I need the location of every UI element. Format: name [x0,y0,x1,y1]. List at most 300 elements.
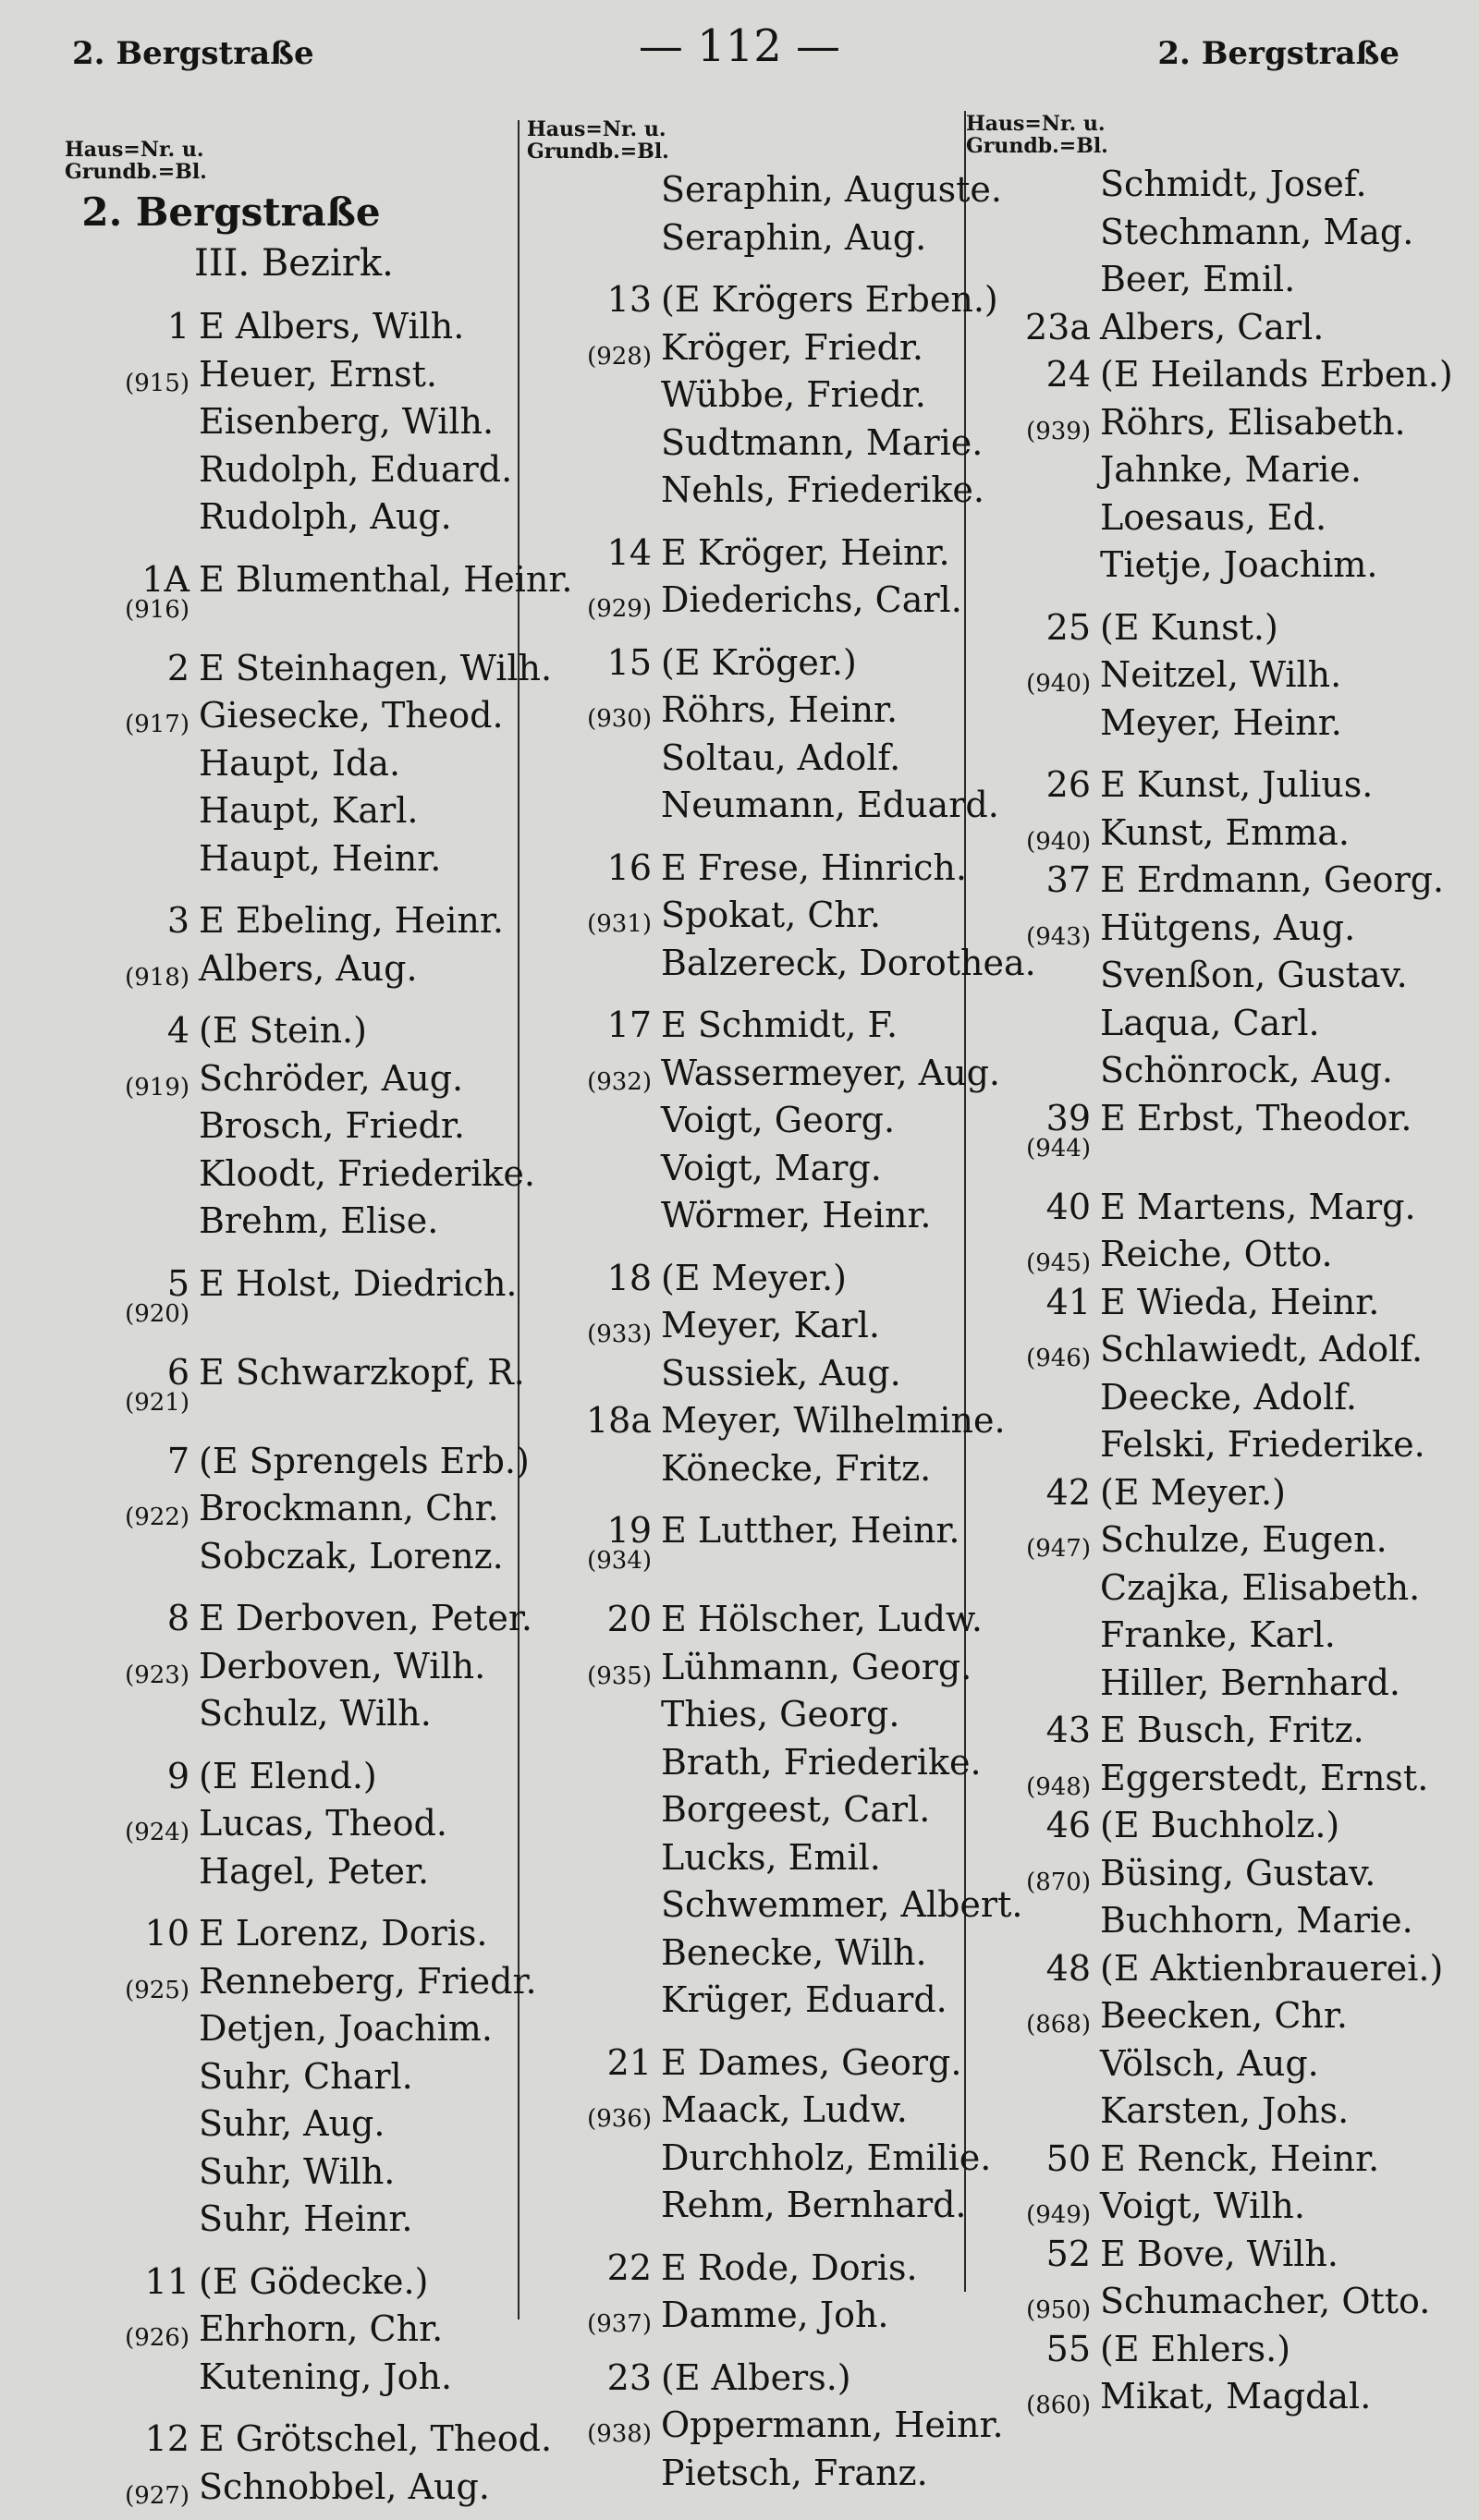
resident-name: (E Gödecke.) [199,2260,429,2302]
resident-name: Krüger, Eduard. [661,1979,947,2020]
land-register-number: (940) [1026,827,1091,856]
house-number: 1 [166,306,189,347]
house-number: 18 [606,1257,652,1298]
land-register-number: (917) [125,711,189,738]
directory-entry [65,2258,536,2307]
resident-name: Schwemmer, Albert. [661,1884,1023,1925]
directory-entry [527,166,1002,214]
directory-entry [65,897,536,945]
column-header-line2: Grundb.=Bl. [966,134,1108,158]
house-number: 24 [1045,354,1091,395]
directory-entry [65,1753,536,1801]
resident-name: Jahnke, Marie. [1100,449,1362,490]
directory-entry [527,1786,998,1834]
land-register-number: (946) [1026,1345,1091,1372]
resident-name: Rehm, Bernhard. [661,2185,967,2225]
house-number: 5 [166,1262,189,1304]
directory-entry [966,209,1437,257]
resident-name: Benecke, Wilh. [661,1931,927,1973]
house-number: 23a [1024,306,1091,347]
resident-name: Balzereck, Dorothea. [661,942,1036,983]
directory-entry [527,2402,1004,2450]
resident-name: Svenßon, Gustav. [1100,955,1408,995]
house-number: 52 [1045,2233,1091,2274]
directory-entry [966,604,1437,652]
resident-name: Lühmann, Georg. [661,1646,972,1687]
resident-name: Völsch, Aug. [1100,2042,1319,2084]
resident-name: Brehm, Elise. [199,1200,439,1241]
directory-entry [527,845,998,893]
resident-name: Kloodt, Friederike. [199,1152,535,1194]
directory-entry [65,1485,536,1533]
resident-name: (E Albers.) [661,2356,851,2398]
directory-entry [65,303,536,351]
resident-name: (E Heilands Erben.) [1100,354,1453,395]
directory-entry [65,1198,536,1246]
resident-name: Könecke, Fritz. [661,1447,932,1489]
resident-name: E Renck, Heinr. [1100,2137,1380,2179]
directory-entry [527,1192,998,1240]
resident-name: Seraphin, Aug. [661,216,927,258]
land-register-number: (930) [587,705,652,733]
land-register-number: (938) [587,2420,652,2448]
directory-entry [65,493,536,542]
column-header-line2: Grundb.=Bl. [527,140,669,164]
directory-entry [65,556,573,630]
resident-name: E Erbst, Theodor. [1100,1097,1412,1138]
directory-entry [65,692,536,740]
house-number: 20 [606,1599,652,1639]
house-number: 41 [1045,1281,1091,1322]
directory-entry [966,2278,1437,2326]
directory-entry [966,2231,1437,2279]
directory-entry [527,782,998,830]
directory-entry [966,1850,1437,1898]
resident-name: Ehrhorn, Chr. [199,2308,444,2349]
resident-name: (E Ehlers.) [1100,2328,1291,2369]
directory-entry [527,892,998,940]
directory-entry [966,1612,1437,1660]
directory-entry [966,905,1437,953]
land-register-number: (935) [587,1662,652,1690]
directory-entry [527,467,998,515]
land-register-number: (948) [1026,1772,1091,1801]
resident-name: Meyer, Heinr. [1100,701,1342,743]
directory-entry [527,1350,998,1398]
resident-name: Brockmann, Chr. [199,1488,499,1528]
directory-entry [527,1881,1023,1930]
house-number: 2 [166,647,189,688]
resident-name: Suhr, Wilh. [199,2150,396,2192]
house-number: 17 [606,1004,652,1045]
directory-entry [65,1102,536,1150]
directory-entry [966,1469,1437,1517]
column-header [527,118,998,163]
directory-entry [65,945,536,993]
directory-entry [966,1516,1437,1564]
house-number: 12 [144,2418,189,2459]
directory-entry [65,1800,536,1848]
house-number: 25 [1045,606,1091,648]
resident-name: Röhrs, Heinr. [661,689,898,730]
resident-name: Albers, Aug. [199,947,418,989]
house-number: 26 [1045,764,1091,805]
resident-name: E Wieda, Heinr. [1100,1281,1380,1322]
resident-name: E Albers, Wilh. [199,306,465,347]
directory-entry [65,740,536,788]
resident-name: E Schwarzkopf, R. [199,1351,525,1393]
directory-entry [527,1644,998,1692]
house-number: 40 [1045,1186,1091,1227]
land-register-number: (860) [1026,2392,1091,2419]
directory-entry [966,857,1445,905]
land-register-number: (927) [125,2481,189,2510]
directory-entry [65,1533,536,1581]
resident-name: Oppermann, Heinr. [661,2404,1004,2445]
resident-name: E Erdmann, Georg. [1100,859,1445,900]
resident-name: E Lutther, Heinr. [661,1510,960,1551]
house-number: 11 [144,2260,189,2302]
resident-name: Kunst, Emma. [1100,811,1350,853]
resident-name: E Holst, Diedrich. [199,1262,518,1304]
directory-entry [65,2100,536,2149]
land-register-number: (939) [1026,417,1091,445]
land-register-number: (928) [587,342,652,371]
directory-entry [966,1755,1437,1803]
directory-entry [966,1945,1444,1993]
directory-entry [65,1910,536,1958]
land-register-number: (933) [587,1321,652,1348]
directory-entry [527,735,998,783]
land-register-number: (949) [1026,2201,1091,2229]
resident-name: Karsten, Johs. [1100,2090,1350,2131]
directory-entry [65,645,553,693]
resident-name: Haupt, Ida. [199,742,401,784]
resident-name: (E Elend.) [199,1755,377,1796]
resident-name: Damme, Joh. [661,2295,889,2335]
resident-name: Laqua, Carl. [1100,1002,1320,1043]
land-register-number: (916) [125,595,189,624]
land-register-number: (915) [125,369,189,397]
resident-name: Czajka, Elisabeth. [1100,1566,1421,1608]
resident-name: Meyer, Karl. [661,1305,880,1345]
resident-name: Büsing, Gustav. [1100,1852,1376,1893]
directory-entry [65,787,536,835]
directory-entry [527,371,998,420]
directory-entry [966,1047,1437,1095]
resident-name: Schulz, Wilh. [199,1693,432,1734]
house-number: 55 [1045,2328,1091,2369]
resident-name: Voigt, Marg. [661,1147,882,1188]
resident-name: E Lorenz, Doris. [199,1913,488,1954]
directory-entry [527,1930,998,1978]
house-number: 7 [166,1440,189,1481]
directory-entry [966,2136,1437,2184]
house-number: 22 [606,2246,652,2288]
street-title: 2. Bergstraße [81,189,381,235]
resident-name: Lucas, Theod. [199,1803,447,1844]
resident-name: Stechmann, Mag. [1100,211,1414,252]
directory-entry [65,1260,536,1334]
directory-entry [65,2416,553,2464]
land-register-number: (926) [125,2324,189,2352]
resident-name: Wassermeyer, Aug. [661,1052,1001,1093]
resident-name: Giesecke, Theod. [199,695,504,736]
directory-entry [966,304,1437,352]
resident-name: Schulze, Eugen. [1100,1519,1387,1560]
directory-entry [527,2087,998,2135]
directory-entry [527,214,998,262]
resident-name: Loesaus, Ed. [1100,496,1327,538]
resident-name: Rudolph, Eduard. [199,448,513,490]
resident-name: Reiche, Otto. [1100,1234,1333,1274]
directory-entry [65,1595,536,1643]
resident-name: Detjen, Joachim. [199,2008,493,2049]
resident-name: E Schmidt, F. [661,1004,898,1045]
directory-entry [527,1397,1006,1445]
directory-entry [527,2039,998,2088]
district-heading: III. Bezirk. [194,242,394,285]
resident-name: Felski, Friederike. [1100,1424,1425,1465]
directory-entry [966,1279,1437,1327]
land-register-number: (937) [587,2310,652,2338]
directory-entry [966,1992,1437,2040]
entry-list [65,303,573,2511]
land-register-number: (929) [587,595,652,623]
house-number: 23 [606,2356,652,2398]
resident-name: Tietje, Joachim. [1100,544,1378,585]
resident-name: E Kunst, Julius. [1100,764,1374,805]
directory-entry [527,1097,998,1145]
resident-name: Nehls, Friederike. [661,469,984,510]
directory-entry [65,2149,536,2197]
directory-entry [65,2196,536,2244]
resident-name: Haupt, Heinr. [199,837,442,879]
land-register-number: (943) [1026,922,1091,951]
resident-name: Meyer, Wilhelmine. [661,1400,1006,1441]
running-head-left: 2. Bergstraße [72,35,314,72]
directory-entry [966,446,1437,494]
resident-name: Wörmer, Heinr. [661,1195,932,1236]
resident-name: Voigt, Georg. [661,1100,896,1140]
resident-name: Seraphin, Auguste. [661,169,1002,210]
column-header-line1: Haus=Nr. u. [966,112,1106,136]
entry-list [966,161,1453,2421]
land-register-number: (932) [587,1067,652,1096]
directory-entry [966,399,1437,447]
resident-name: Pietsch, Franz. [661,2452,928,2493]
resident-name: Rudolph, Aug. [199,496,452,537]
resident-name: Hagel, Peter. [199,1850,430,1892]
resident-name: Lucks, Emil. [661,1836,881,1878]
land-register-number: (925) [125,1976,189,2004]
land-register-number: (944) [1026,1134,1091,1163]
directory-entry [527,1145,998,1193]
resident-name: Eisenberg, Wilh. [199,401,495,442]
resident-name: E Kröger, Heinr. [661,531,950,573]
column-3 [966,112,1453,2419]
directory-entry [966,1707,1437,1755]
resident-name: Derboven, Wilh. [199,1645,486,1686]
directory-entry [527,1596,998,1644]
resident-name: E Frese, Hinrich. [661,846,967,888]
resident-name: Borgeest, Carl. [661,1789,931,1830]
resident-name: Hütgens, Aug. [1100,907,1356,948]
resident-name: Schlawiedt, Adolf. [1100,1329,1424,1370]
directory-entry [966,1326,1437,1374]
directory-entry [65,1150,536,1199]
house-number: 21 [606,2041,652,2083]
resident-name: (E Meyer.) [1100,1471,1286,1513]
resident-name: Soltau, Adolf. [661,737,901,778]
land-register-number: (931) [587,910,652,938]
directory-entry [966,1231,1437,1279]
directory-entry [527,1302,998,1350]
resident-name: E Martens, Marg. [1100,1186,1416,1227]
resident-name: Neumann, Eduard. [661,785,999,825]
house-number: 3 [166,900,189,941]
column-header-line1: Haus=Nr. u. [65,138,204,162]
directory-entry [966,1421,1437,1469]
resident-name: Sobczak, Lorenz. [199,1535,504,1577]
house-number: 18a [585,1400,652,1441]
resident-name: Kröger, Friedr. [661,326,923,368]
directory-entry [966,1802,1437,1850]
directory-entry [527,2292,998,2340]
land-register-number: (870) [1026,1868,1091,1896]
land-register-number: (921) [125,1388,189,1417]
resident-name: Spokat, Chr. [661,895,881,935]
directory-entry [65,2053,536,2101]
resident-name: Suhr, Aug. [199,2103,385,2144]
directory-entry [527,276,998,324]
directory-entry [527,940,1036,988]
column-header-line1: Haus=Nr. u. [527,117,666,141]
directory-entry [966,2040,1437,2088]
house-number: 1A [141,558,189,600]
resident-name: Beecken, Chr. [1100,1995,1348,2036]
directory-entry [966,161,1437,209]
directory-entry [966,2326,1437,2374]
directory-entry [966,1374,1437,1422]
house-number: 9 [166,1755,189,1796]
directory-entry [966,2183,1437,2231]
directory-entry [527,420,998,468]
directory-entry [65,2306,536,2354]
directory-entry [65,2005,536,2053]
directory-entry [527,639,998,688]
land-register-number: (923) [125,1661,189,1689]
directory-entry [65,2354,536,2402]
land-register-number: (922) [125,1503,189,1531]
resident-name: E Dames, Georg. [661,2041,962,2083]
resident-name: Buchhorn, Marie. [1100,1900,1413,1941]
column-header-line2: Grundb.=Bl. [65,160,207,184]
resident-name: Deecke, Adolf. [1100,1376,1357,1418]
land-register-number: (868) [1026,2011,1091,2039]
resident-name: Maack, Ludw. [661,2089,908,2130]
column-header [65,139,536,183]
house-number: 4 [166,1010,189,1051]
directory-entry [65,835,536,883]
house-number: 48 [1045,1947,1091,1989]
directory-entry [65,2464,536,2512]
directory-entry [65,446,536,494]
resident-name: Beer, Emil. [1100,259,1296,299]
resident-name: Neitzel, Wilh. [1100,654,1342,695]
resident-name: (E Stein.) [199,1010,367,1051]
directory-entry [65,1848,536,1896]
directory-entry [527,1691,998,1739]
resident-name: E Busch, Fritz. [1100,1710,1364,1750]
column-1 [65,138,573,2510]
resident-name: (E Sprengels Erb.) [199,1440,530,1481]
resident-name: Wübbe, Friedr. [661,374,926,415]
house-number: 42 [1045,1471,1091,1513]
directory-entry [527,1445,998,1493]
resident-name: Durchholz, Emilie. [661,2137,992,2178]
resident-name: Haupt, Karl. [199,790,419,831]
house-number: 15 [606,641,652,683]
house-number: 19 [606,1510,652,1551]
resident-name: Renneberg, Friedr. [199,1960,537,2002]
resident-name: E Derboven, Peter. [199,1598,532,1638]
running-head-right: 2. Bergstraße [1157,35,1400,72]
directory-entry [966,1564,1437,1613]
directory-entry [527,1002,998,1050]
directory-entry [527,2355,998,2403]
house-number: 6 [166,1351,189,1393]
directory-entry [65,351,536,399]
directory-entry [527,2135,998,2183]
resident-name: Brosch, Friedr. [199,1105,465,1146]
resident-name: Albers, Carl. [1100,306,1325,347]
directory-entry [966,542,1437,590]
directory-entry [966,810,1437,858]
directory-entry [966,651,1437,700]
directory-entry [527,1739,998,1787]
resident-name: E Blumenthal, Heinr. [199,558,573,600]
resident-name: Suhr, Charl. [199,2055,413,2097]
directory-entry [65,1007,536,1055]
house-number: 14 [606,531,652,573]
house-number: 8 [166,1598,189,1638]
resident-name: (E Krögers Erben.) [661,279,998,320]
directory-entry [527,1834,998,1882]
resident-name: Kutening, Joh. [199,2356,453,2397]
directory-entry [966,2373,1437,2421]
house-number: 37 [1045,859,1091,900]
resident-name: E Grötschel, Theod. [199,2418,553,2459]
directory-entry [527,530,998,578]
resident-name: (E Buchholz.) [1100,1805,1340,1845]
directory-entry [966,1897,1437,1945]
resident-name: (E Kröger.) [661,641,857,683]
directory-entry [527,577,998,625]
resident-name: E Hölscher, Ludw. [661,1599,984,1639]
directory-entry [65,1690,536,1738]
directory-entry [966,700,1437,748]
resident-name: Thies, Georg. [661,1694,900,1735]
directory-entry [527,1507,998,1581]
resident-name: Suhr, Heinr. [199,2198,413,2239]
land-register-number: (947) [1026,1535,1091,1563]
land-register-number: (945) [1026,1249,1091,1277]
resident-name: Sussiek, Aug. [661,1352,901,1394]
directory-entry [966,256,1437,304]
directory-entry [65,1349,536,1423]
resident-name: Voigt, Wilh. [1100,2185,1305,2226]
